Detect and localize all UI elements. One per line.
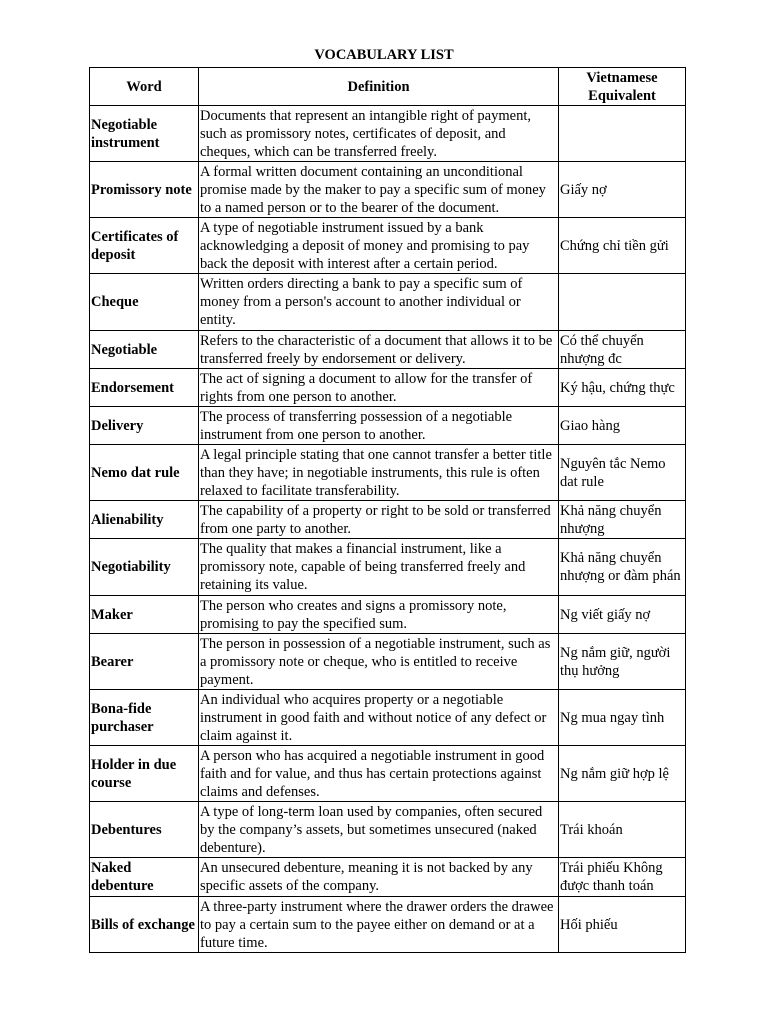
vocab-word: Cheque: [90, 274, 199, 331]
vocab-definition: The act of signing a document to allow for the transfer of rights from one person to another.: [199, 369, 559, 407]
vocab-vietnamese: Hối phiếu: [559, 897, 686, 953]
vocab-definition: The quality that makes a financial instrument, like a promissory note, capable of being transferred freely and retaining its value.: [199, 539, 559, 596]
table-row: [90, 106, 686, 162]
vocab-word: Delivery: [90, 407, 199, 445]
vocab-word: Bills of exchange: [90, 897, 199, 953]
vocab-definition: A person who has acquired a negotiable instrument in good faith and for value, and thus has certain protections against claims and defenses.: [199, 746, 559, 802]
vocabulary-table: [89, 67, 686, 953]
vocab-vietnamese: Khả năng chuyển nhượng: [559, 501, 686, 539]
vocab-word: Holder in due course: [90, 746, 199, 802]
vocab-word: Naked debenture: [90, 858, 199, 897]
vocab-definition: Written orders directing a bank to pay a specific sum of money from a person's account to another individual or entity.: [199, 274, 559, 331]
vocab-word: Debentures: [90, 802, 199, 858]
column-header-vietnamese: Vietnamese Equivalent: [559, 68, 686, 106]
table-row: [90, 539, 686, 596]
table-row: [90, 802, 686, 858]
vocab-word: Promissory note: [90, 162, 199, 218]
table-row: [90, 690, 686, 746]
column-header-word: Word: [90, 68, 199, 106]
vocab-definition: A type of long-term loan used by companies, often secured by the company’s assets, but sometimes unsecured (naked debenture).: [199, 802, 559, 858]
table-row: [90, 634, 686, 690]
vocab-vietnamese: Ng nắm giữ, người thụ hưởng: [559, 634, 686, 690]
vocab-word: Negotiability: [90, 539, 199, 596]
table-row: [90, 407, 686, 445]
vocab-definition: The person who creates and signs a promissory note, promising to pay the specified sum.: [199, 596, 559, 634]
vocab-definition: A type of negotiable instrument issued by a bank acknowledging a deposit of money and promising to pay back the deposit with interest after a certain period.: [199, 218, 559, 274]
vocab-word: Nemo dat rule: [90, 445, 199, 501]
vocab-definition: An individual who acquires property or a negotiable instrument in good faith and without notice of any defect or claim against it.: [199, 690, 559, 746]
table-row: [90, 501, 686, 539]
table-row: [90, 596, 686, 634]
vocab-definition: A formal written document containing an unconditional promise made by the maker to pay a specific sum of money to a named person or to the bearer of the document.: [199, 162, 559, 218]
vocab-vietnamese: Khả năng chuyển nhượng or đàm phán: [559, 539, 686, 596]
vocab-definition: The process of transferring possession of a negotiable instrument from one person to another.: [199, 407, 559, 445]
table-row: [90, 746, 686, 802]
vocab-vietnamese: Nguyên tắc Nemo dat rule: [559, 445, 686, 501]
vocab-vietnamese: Chứng chỉ tiền gửi: [559, 218, 686, 274]
vocab-vietnamese: Ký hậu, chứng thực: [559, 369, 686, 407]
table-header-row: [90, 68, 686, 106]
vocab-word: Endorsement: [90, 369, 199, 407]
vocab-vietnamese: Trái phiếu Không được thanh toán: [559, 858, 686, 897]
vocab-definition: Refers to the characteristic of a document that allows it to be transferred freely by endorsement or delivery.: [199, 331, 559, 369]
vocab-vietnamese: Ng viết giấy nợ: [559, 596, 686, 634]
vocab-word: Negotiable instrument: [90, 106, 199, 162]
vocab-definition: A legal principle stating that one cannot transfer a better title than they have; in negotiable instruments, this rule is often relaxed to facilitate transferability.: [199, 445, 559, 501]
table-row: [90, 897, 686, 953]
vocab-vietnamese: Có thể chuyển nhượng đc: [559, 331, 686, 369]
vocab-definition: A three-party instrument where the drawer orders the drawee to pay a certain sum to the payee either on demand or at a future time.: [199, 897, 559, 953]
table-row: [90, 274, 686, 331]
vocab-vietnamese: Ng nắm giữ hợp lệ: [559, 746, 686, 802]
table-row: [90, 445, 686, 501]
table-body: [90, 106, 686, 953]
vocab-vietnamese: Giấy nợ: [559, 162, 686, 218]
vocab-vietnamese: Giao hàng: [559, 407, 686, 445]
vocab-vietnamese: [559, 106, 686, 162]
vocab-word: Certificates of deposit: [90, 218, 199, 274]
table-row: [90, 162, 686, 218]
document-title: VOCABULARY LIST: [314, 47, 454, 63]
vocab-definition: The capability of a property or right to be sold or transferred from one party to another.: [199, 501, 559, 539]
vocab-definition: Documents that represent an intangible right of payment, such as promissory notes, certificates of deposit, and cheques, which can be transferred freely.: [199, 106, 559, 162]
table-row: [90, 369, 686, 407]
column-header-definition: Definition: [199, 68, 559, 106]
vocab-definition: The person in possession of a negotiable instrument, such as a promissory note or cheque, who is entitled to receive payment.: [199, 634, 559, 690]
table-row: [90, 218, 686, 274]
vocab-definition: An unsecured debenture, meaning it is not backed by any specific assets of the company.: [199, 858, 559, 897]
vocab-word: Negotiable: [90, 331, 199, 369]
vocab-word: Bona-fide purchaser: [90, 690, 199, 746]
table-row: [90, 331, 686, 369]
vocab-vietnamese: [559, 274, 686, 331]
vocab-word: Bearer: [90, 634, 199, 690]
table-row: [90, 858, 686, 897]
vocab-word: Maker: [90, 596, 199, 634]
vocab-vietnamese: Trái khoán: [559, 802, 686, 858]
vocab-vietnamese: Ng mua ngay tình: [559, 690, 686, 746]
vocab-word: Alienability: [90, 501, 199, 539]
